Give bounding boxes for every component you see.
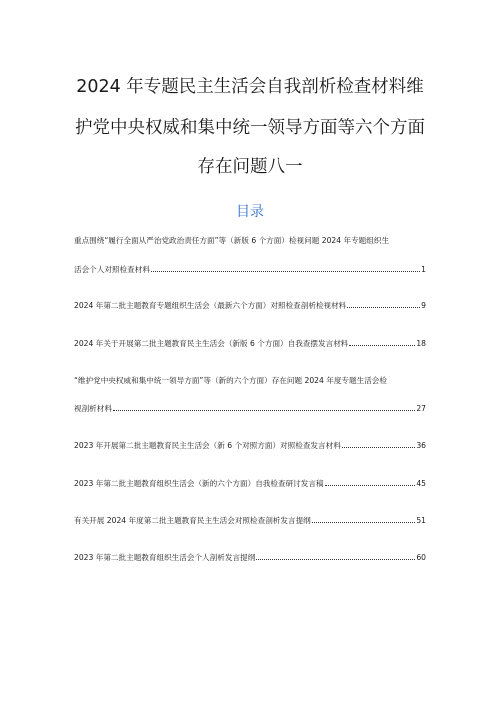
toc-entry-8[interactable]	[74, 552, 426, 563]
toc-entry-3-page: 18	[416, 339, 426, 348]
toc-entry-8-page: 60	[416, 553, 426, 562]
dot-leader	[325, 484, 416, 486]
toc-entry-8-text: 2023 年第二批主题教育组织生活会个人剖析发言提纲	[74, 553, 256, 562]
toc-entry-7-page: 51	[416, 516, 426, 525]
title-line-1: 2024 年专题民主生活会自我剖析检查材料维	[76, 77, 424, 97]
toc-entry-1-line-1[interactable]: 重点围绕“履行全面从严治党政治责任方面”等（新版 6 个方面）检视问题 2024 年专题组织生	[74, 236, 390, 245]
dot-leader	[349, 344, 415, 346]
toc-entry-4-line-1[interactable]: “维护党中央权威和集中统一领导方面”等（新的六个方面）存在问题 2024 年度专题生活会检	[74, 376, 387, 385]
toc-entry-6-text: 2023 年第二批主题教育组织生活会（新的六个方面）自我检查研讨发言稿	[74, 479, 324, 488]
toc-entry-1[interactable]	[74, 264, 426, 275]
toc-heading: 目录	[236, 204, 264, 220]
toc-entry-5[interactable]	[74, 440, 426, 451]
toc-entry-2[interactable]	[74, 300, 426, 311]
toc-entry-5-page: 36	[416, 441, 426, 450]
title-line-3: 存在问题八一	[197, 157, 303, 177]
dot-leader	[113, 409, 415, 411]
toc-entry-4-page: 27	[416, 404, 426, 413]
toc-entry-6[interactable]	[74, 478, 426, 489]
toc-entry-2-page: 9	[421, 301, 426, 310]
toc-entry-7[interactable]	[74, 515, 426, 526]
dot-leader	[312, 521, 416, 523]
toc-entry-4[interactable]	[74, 403, 426, 414]
toc-entry-1-text: 活会个人对照检查材料	[74, 265, 150, 274]
title-line-2: 护党中央权威和集中统一领导方面等六个方面	[75, 118, 425, 138]
toc-entry-2-text: 2024 年第二批主题教育专题组织生活会（最新六个方面）对照检查剖析检视材料	[74, 301, 347, 310]
dot-leader	[151, 270, 420, 272]
dot-leader	[256, 558, 415, 560]
toc-entry-6-page: 45	[416, 479, 426, 488]
dot-leader	[347, 306, 420, 308]
dot-leader	[342, 446, 416, 448]
toc-entry-7-text: 有关开展 2024 年度第二批主题教育民主生活会对照检查剖析发言提纲	[74, 516, 311, 525]
toc-entry-4-text: 视剖析材料	[74, 404, 112, 413]
toc-entry-1-page: 1	[421, 265, 426, 274]
toc-entry-3-text: 2024 年关于开展第二批主题教育民主生活会（新版 6 个方面）自我查摆发言材料	[74, 339, 349, 348]
toc-entry-3[interactable]	[74, 338, 426, 349]
toc-entry-5-text: 2023 年开展第二批主题教育民主生活会（新 6 个对照方面）对照检查发言材料	[74, 441, 341, 450]
